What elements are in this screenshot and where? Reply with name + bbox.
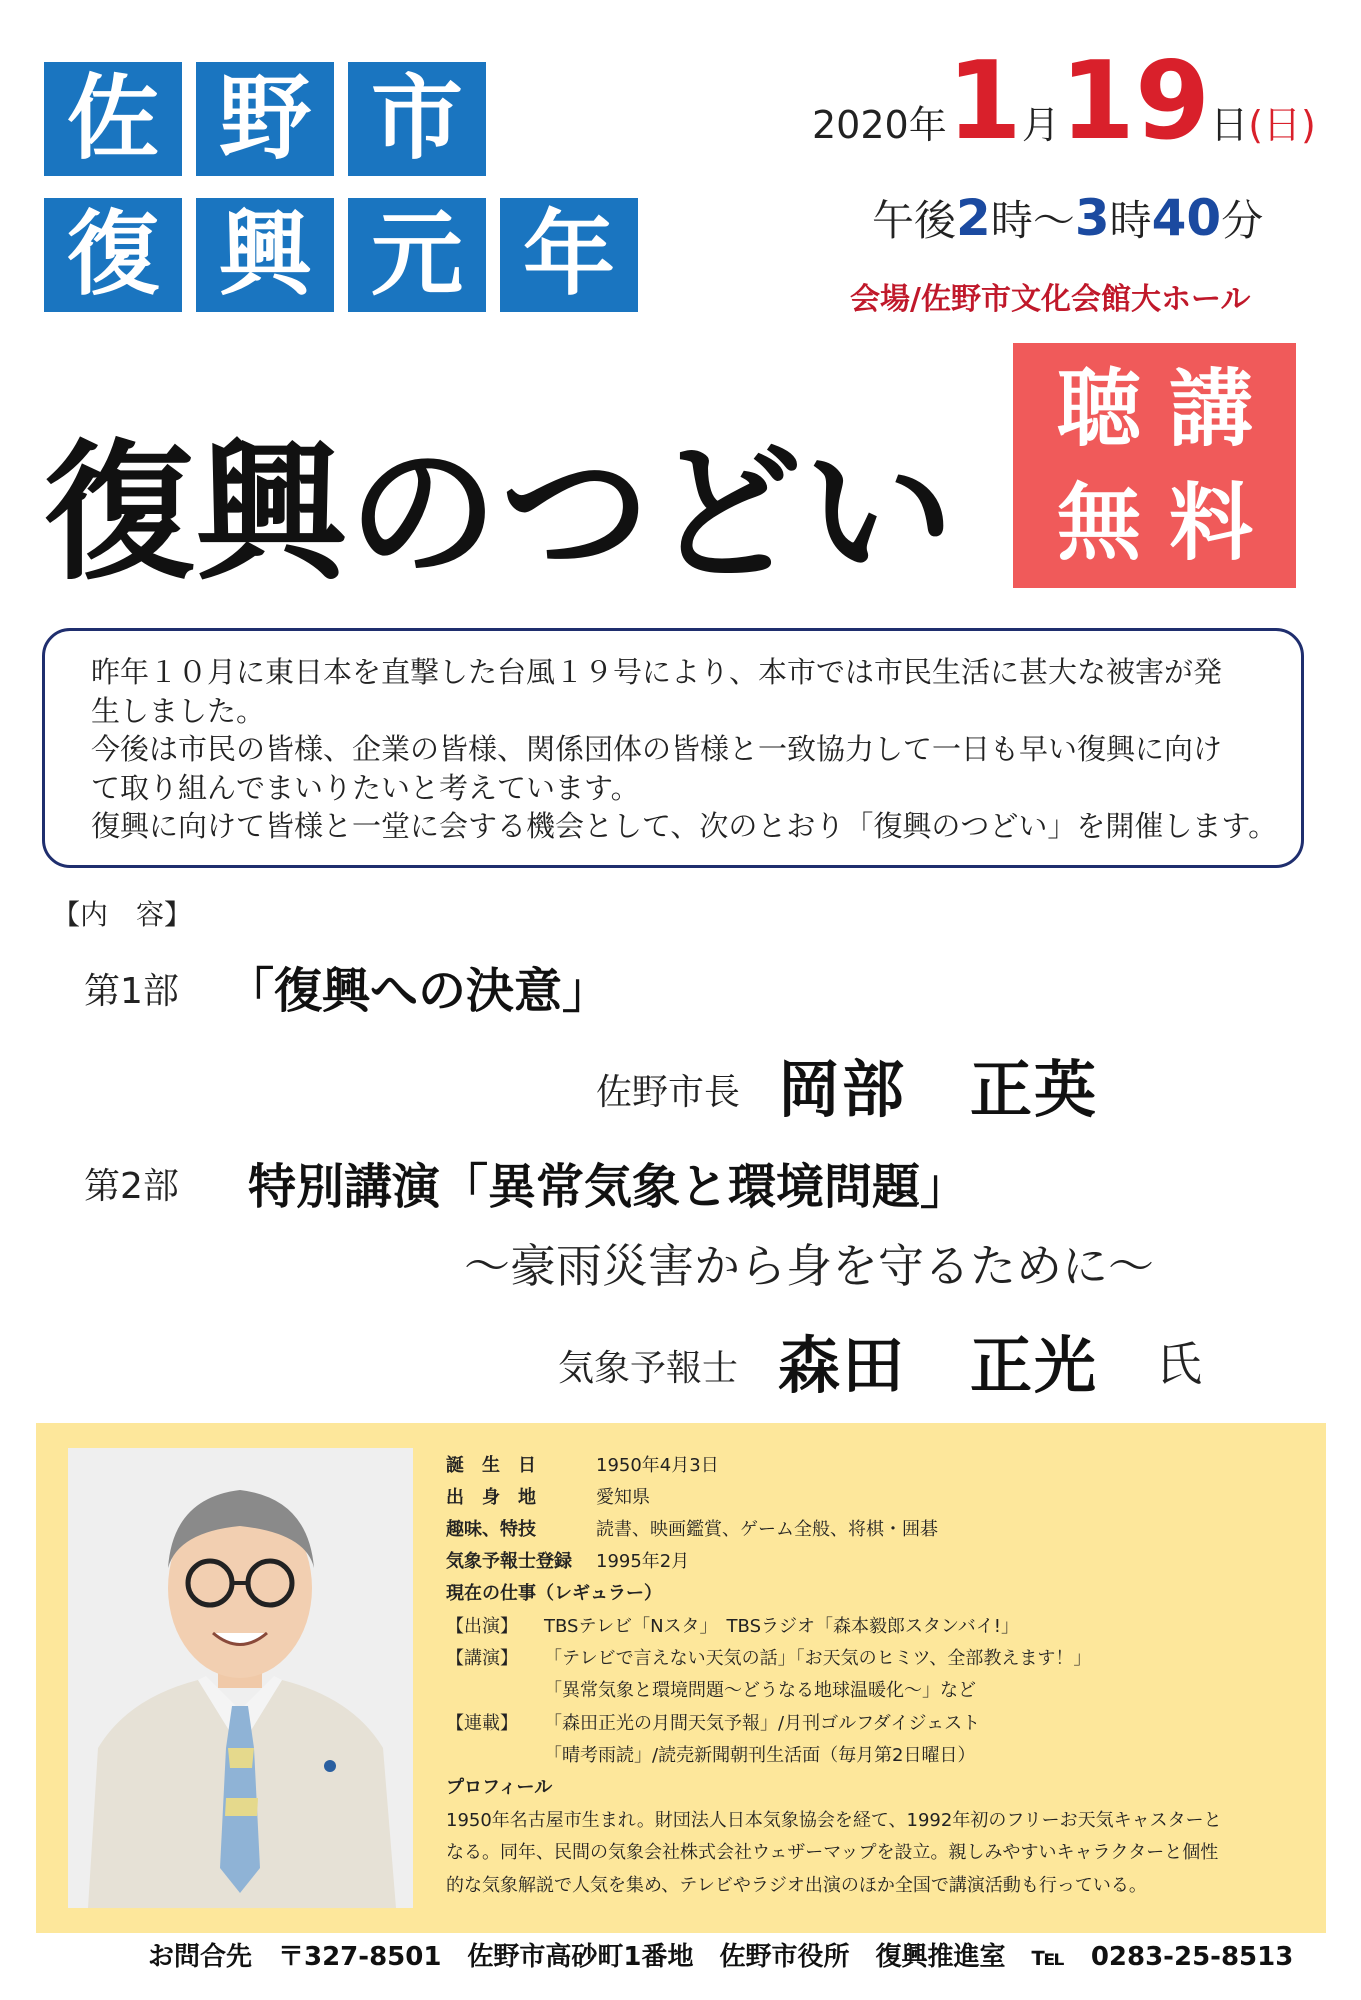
time-end-unit: 時 bbox=[1109, 196, 1152, 245]
profile-hobby-key: 趣味、特技 bbox=[446, 1519, 536, 1540]
intro-line: 今後は市民の皆様、企業の皆様、関係団体の皆様と一致協力して一日も早い復興に向け bbox=[91, 732, 1223, 766]
time-prefix: 午後 bbox=[872, 196, 957, 245]
part2-speaker-role: 気象予報士 bbox=[558, 1348, 739, 1389]
brand-tile: 興 bbox=[196, 198, 334, 312]
profile-origin-value: 愛知県 bbox=[596, 1487, 650, 1508]
profile-lecture-value: 「異常気象と環境問題～どうなる地球温暖化～」など bbox=[544, 1680, 976, 1701]
intro-line: て取り組んでまいりたいと考えています。 bbox=[91, 770, 640, 805]
intro-box bbox=[42, 628, 1304, 868]
profile-appearance-key: 【出演】 bbox=[446, 1616, 518, 1637]
badge-char: 聴 bbox=[1057, 360, 1142, 458]
profile-origin-key: 出 身 地 bbox=[446, 1487, 536, 1508]
profile-serial-value: 「晴考雨読」/読売新聞朝刊生活面（毎月第2日曜日） bbox=[544, 1745, 976, 1766]
badge-char: 料 bbox=[1169, 474, 1254, 572]
part2-title: 特別講演「異常気象と環境問題」 bbox=[248, 1159, 969, 1215]
profile-birth-value: 1950年4月3日 bbox=[596, 1455, 719, 1476]
event-day-unit: 日 bbox=[1210, 103, 1249, 147]
profile-bio-heading: プロフィール bbox=[446, 1777, 553, 1798]
profile-serial-key: 【連載】 bbox=[446, 1713, 518, 1734]
time-start-unit: 時～ bbox=[990, 196, 1075, 245]
profile-bio-line: 的な気象解説で人気を集め、テレビやラジオ出演のほか全国で講演活動も行っている。 bbox=[446, 1875, 1147, 1896]
profile-work-heading: 現在の仕事（レギュラー） bbox=[446, 1583, 662, 1604]
part2-honorific: 氏 bbox=[1156, 1337, 1202, 1391]
profile-lecture-value: 「テレビで言えない天気の話」「お天気のヒミツ、全部教えます！」 bbox=[544, 1648, 1092, 1669]
time-end-hour: 3 bbox=[1074, 189, 1110, 247]
part2-speaker-name: 森田 正光 bbox=[778, 1329, 1099, 1402]
speaker-photo bbox=[68, 1448, 413, 1908]
event-day: 19 bbox=[1059, 39, 1211, 164]
profile-serial-value: 「森田正光の月間天気予報」/月刊ゴルフダイジェスト bbox=[544, 1713, 981, 1734]
speaker-portrait-image bbox=[68, 1448, 413, 1908]
intro-line: 生しました。 bbox=[91, 693, 266, 728]
event-time bbox=[872, 188, 1263, 248]
profile-bio-line: 1950年名古屋市生まれ。財団法人日本気象協会を経て、1992年初のフリーお天気キャスターと bbox=[446, 1810, 1222, 1831]
time-end-min-unit: 分 bbox=[1221, 196, 1264, 245]
part1-title: 「復興への決意」 bbox=[226, 963, 611, 1019]
free-admission-badge bbox=[1013, 343, 1296, 588]
event-venue: 会場/佐野市文化会館大ホール bbox=[850, 282, 1251, 317]
profile-hobby-value: 読書、映画鑑賞、ゲーム全般、将棋・囲碁 bbox=[596, 1519, 938, 1540]
time-end-min: 40 bbox=[1151, 189, 1222, 247]
part2-label: 第2部 bbox=[84, 1166, 179, 1207]
part1-label: 第1部 bbox=[84, 971, 179, 1012]
profile-registration-value: 1995年2月 bbox=[596, 1551, 690, 1572]
speaker-profile-panel bbox=[36, 1423, 1326, 1933]
part2-subtitle: ～豪雨災害から身を守るために～ bbox=[464, 1239, 1154, 1293]
event-year: 2020年 bbox=[812, 103, 947, 147]
brand-tile: 佐 bbox=[44, 62, 182, 176]
event-month: 1 bbox=[946, 39, 1022, 164]
brand-tile: 年 bbox=[500, 198, 638, 312]
intro-line: 昨年１０月に東日本を直撃した台風１９号により、本市では市民生活に甚大な被害が発 bbox=[91, 655, 1223, 689]
profile-birth-key: 誕 生 日 bbox=[446, 1455, 536, 1476]
contact-footer: お問合先 〒327-8501 佐野市高砂町1番地 佐野市役所 復興推進室 ℡ 0283-25-8513 bbox=[148, 1942, 1294, 1972]
event-month-unit: 月 bbox=[1021, 103, 1060, 147]
time-start-hour: 2 bbox=[956, 189, 991, 247]
profile-bio-line: なる。同年、民間の気象会社株式会社ウェザーマップを設立。親しみやすいキャラクターと個性 bbox=[446, 1842, 1219, 1863]
profile-lecture-key: 【講演】 bbox=[446, 1648, 518, 1669]
event-weekday: (日) bbox=[1248, 103, 1316, 147]
brand-tile: 復 bbox=[44, 198, 182, 312]
content-label: 【内 容】 bbox=[52, 898, 193, 931]
intro-line: 復興に向けて皆様と一堂に会する機会として、次のとおり「復興のつどい」を開催します。 bbox=[91, 809, 1278, 843]
event-date bbox=[812, 39, 1316, 164]
profile-registration-key: 気象予報士登録 bbox=[446, 1551, 572, 1572]
brand-tile: 市 bbox=[348, 62, 486, 176]
brand-tile: 野 bbox=[196, 62, 334, 176]
badge-char: 無 bbox=[1057, 474, 1142, 572]
page-title: 復興のつどい bbox=[44, 427, 957, 601]
profile-appearance-value: TBSテレビ「Nスタ」 TBSラジオ「森本毅郎スタンバイ!」 bbox=[544, 1616, 1019, 1637]
brand-tile: 元 bbox=[348, 198, 486, 312]
part1-speaker-name: 岡部 正英 bbox=[778, 1053, 1099, 1126]
badge-char: 講 bbox=[1169, 360, 1254, 458]
part1-speaker-role: 佐野市長 bbox=[596, 1072, 741, 1113]
